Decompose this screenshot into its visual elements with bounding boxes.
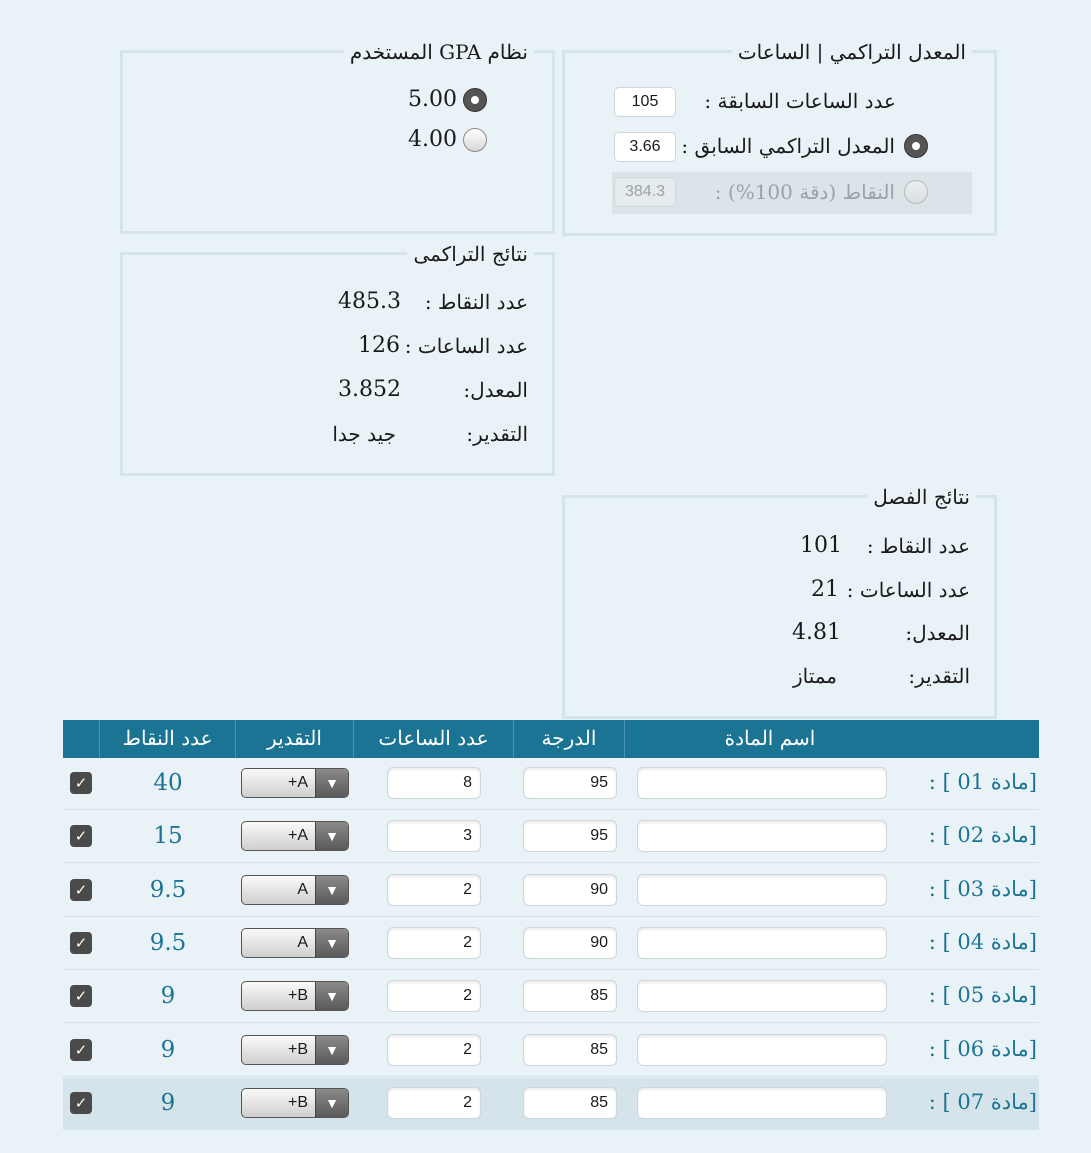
table-row	[63, 971, 1039, 1023]
grade-select[interactable]	[241, 1035, 349, 1065]
chevron-down-icon: ▼	[315, 929, 348, 957]
cum-hours-value: 126	[358, 333, 400, 358]
semester-results-legend: نتائج الفصل	[867, 484, 976, 510]
gpa-option-4-radio[interactable]	[463, 128, 487, 152]
gpa-system-legend: نظام GPA المستخدم	[344, 39, 534, 65]
points-value: 9	[160, 1089, 176, 1116]
table-row	[63, 865, 1039, 917]
chevron-down-icon: ▼	[315, 876, 348, 904]
prev-gpa-radio[interactable]	[904, 134, 928, 158]
cum-hours-label: عدد الساعات :	[404, 334, 528, 358]
grade-select-value: A	[297, 880, 308, 898]
grade-select[interactable]	[241, 1088, 349, 1118]
sem-grade-value: ممتاز	[792, 664, 837, 688]
include-checkbox[interactable]: ✓	[70, 825, 92, 847]
include-checkbox[interactable]: ✓	[70, 985, 92, 1007]
grade-select-value: +B	[287, 987, 308, 1005]
include-checkbox[interactable]: ✓	[70, 1039, 92, 1061]
header-subject-name: اسم المادة	[724, 726, 816, 750]
grade-select[interactable]	[241, 875, 349, 905]
subjects-table-header	[63, 720, 1039, 758]
grade-select[interactable]	[241, 981, 349, 1011]
subject-name-input[interactable]	[637, 927, 887, 959]
header-points: عدد النقاط	[122, 726, 213, 750]
hours-input[interactable]: 2	[387, 927, 481, 959]
sem-hours-value: 21	[811, 577, 839, 602]
table-row	[63, 811, 1039, 863]
points-label: النقاط (دقة 100%) :	[714, 180, 895, 204]
subject-label: [مادة 06 ] :	[928, 1036, 1037, 1061]
cum-grade-label: التقدير:	[466, 422, 528, 446]
score-input[interactable]: 90	[523, 874, 617, 906]
prev-gpa-label: المعدل التراكمي السابق :	[681, 134, 895, 158]
subject-name-input[interactable]	[637, 874, 887, 906]
points-value: 9.5	[149, 929, 187, 956]
points-value: 9	[160, 1036, 176, 1063]
header-hours: عدد الساعات	[378, 726, 489, 750]
gpa-system-box	[120, 40, 555, 234]
points-input: 384.3	[614, 177, 676, 207]
chevron-down-icon: ▼	[315, 1089, 348, 1117]
include-checkbox[interactable]: ✓	[70, 772, 92, 794]
hours-input[interactable]: 2	[387, 874, 481, 906]
sem-points-value: 101	[800, 533, 842, 558]
grade-select-value: +B	[287, 1093, 308, 1111]
points-value: 9.5	[149, 876, 187, 903]
sem-hours-label: عدد الساعات :	[846, 578, 970, 602]
grade-select-value: A	[297, 933, 308, 951]
table-row	[63, 918, 1039, 970]
points-value: 15	[153, 823, 183, 850]
header-grade: التقدير	[267, 726, 322, 750]
subject-label: [مادة 04 ] :	[928, 929, 1037, 954]
gpa-option-5-radio[interactable]	[463, 88, 487, 112]
subject-label: [مادة 02 ] :	[928, 823, 1037, 848]
hours-input[interactable]: 2	[387, 1034, 481, 1066]
cum-gpa-value: 3.852	[338, 377, 401, 402]
points-radio[interactable]	[904, 180, 928, 204]
grade-select-value: +A	[287, 774, 308, 791]
prev-gpa-input[interactable]: 3.66	[614, 132, 676, 162]
subject-name-input[interactable]	[637, 980, 887, 1012]
chevron-down-icon: ▼	[315, 982, 348, 1010]
subject-name-input[interactable]	[637, 1087, 887, 1119]
hours-input[interactable]: 8	[387, 767, 481, 799]
subject-label: [مادة 05 ] :	[928, 983, 1037, 1008]
chevron-down-icon: ▼	[315, 822, 348, 850]
hours-input[interactable]: 2	[387, 1087, 481, 1119]
sem-gpa-value: 4.81	[792, 620, 841, 645]
score-input[interactable]: 85	[523, 1034, 617, 1066]
grade-select-value: +A	[287, 827, 308, 845]
cumulative-hours-legend: المعدل التراكمي | الساعات	[732, 39, 972, 65]
gpa-option-5: 5.00	[408, 87, 457, 112]
cum-gpa-label: المعدل:	[463, 378, 528, 402]
subject-name-input[interactable]	[637, 1034, 887, 1066]
points-value: 9	[160, 983, 176, 1010]
include-checkbox[interactable]: ✓	[70, 932, 92, 954]
score-input[interactable]: 85	[523, 1087, 617, 1119]
score-input[interactable]: 95	[523, 820, 617, 852]
score-input[interactable]: 95	[523, 767, 617, 799]
hours-input[interactable]: 2	[387, 980, 481, 1012]
chevron-down-icon: ▼	[315, 769, 348, 797]
gpa-option-4: 4.00	[408, 127, 457, 152]
cum-grade-value: جيد جدا	[332, 422, 396, 446]
sem-grade-label: التقدير:	[908, 664, 970, 688]
prev-hours-label: عدد الساعات السابقة :	[704, 89, 896, 113]
include-checkbox[interactable]: ✓	[70, 879, 92, 901]
subject-name-input[interactable]	[637, 767, 887, 799]
cum-points-label: عدد النقاط :	[424, 290, 528, 314]
hours-input[interactable]: 3	[387, 820, 481, 852]
table-row	[63, 1025, 1039, 1077]
score-input[interactable]: 90	[523, 927, 617, 959]
cum-points-value: 485.3	[338, 289, 401, 314]
grade-select[interactable]	[241, 928, 349, 958]
chevron-down-icon: ▼	[315, 1036, 348, 1064]
prev-hours-input[interactable]: 105	[614, 87, 676, 117]
grade-select[interactable]	[241, 768, 349, 798]
subject-label: [مادة 01 ] :	[928, 770, 1037, 794]
table-row	[63, 758, 1039, 810]
points-value: 40	[153, 770, 183, 796]
score-input[interactable]: 85	[523, 980, 617, 1012]
subject-label: [مادة 07 ] :	[928, 1089, 1037, 1114]
header-score: الدرجة	[541, 726, 597, 750]
include-checkbox[interactable]: ✓	[70, 1092, 92, 1114]
grade-select-value: +B	[287, 1040, 308, 1058]
cumulative-results-legend: نتائج التراكمى	[407, 241, 534, 267]
sem-points-label: عدد النقاط :	[866, 534, 970, 558]
sem-gpa-label: المعدل:	[905, 621, 970, 645]
grade-select[interactable]	[241, 821, 349, 851]
table-row	[63, 1078, 1039, 1130]
subject-label: [مادة 03 ] :	[928, 876, 1037, 901]
subject-name-input[interactable]	[637, 820, 887, 852]
